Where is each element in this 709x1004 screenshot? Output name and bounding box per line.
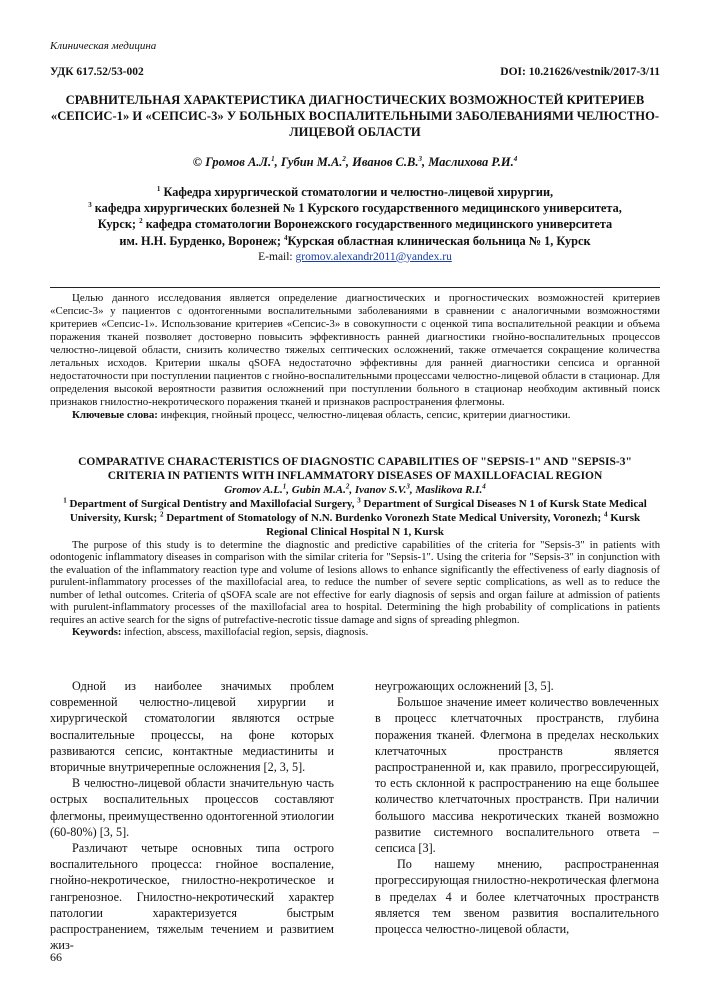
keywords-label: Keywords: [72,627,122,639]
author: Maslikova R.I. [415,484,483,496]
keywords-text: infection, abscess, maxillofacial region, sepsis, diagnosis. [124,627,369,639]
divider [50,287,660,288]
affiliation: Курск; [97,217,137,232]
affil-sup: 1 [156,184,161,193]
affil-sup: 1 [63,496,67,505]
page-number: 66 [50,950,62,964]
email-label: E-mail: [258,250,293,263]
title-en: COMPARATIVE CHARACTERISTICS OF DIAGNOSTIC CAPABILITIES OF "SEPSIS-1" AND "SEPSIS-3" CRITERIA IN PATIENTS WITH INFLAMMATORY DISEASES OF MAXILLOFACIAL REGION [78,456,632,482]
paragraph: неугрожающих осложнений [3, 5]. [375,679,554,693]
author-sup: 4 [482,482,486,491]
affiliation: Department of Surgical Diseases N 1 of Kursk State Medical University, Kursk; [69,498,647,524]
affiliation: Department of Stomatology of N.N. Burdenko Voronezh State Medical University, Voronezh; [166,512,602,524]
identifiers [50,66,660,78]
body-column-left [50,678,334,953]
affiliation: Kursk Regional Clinical Hospital N 1, Kursk [266,512,641,538]
author: Громов А.Л. [205,155,272,169]
affil-sup: 2 [159,510,164,519]
paragraph: Различают четыре основных типа острого воспалительного процесса: гнойное воспаление, гнойно-некротическое, гнилостно-некротическое и гангренозное. Гнилостно-некротический характер патологии характеризуется быстрым распространением, тяжелым течением и развитием жиз- [50,841,334,953]
author-sup: 2 [342,154,346,163]
affiliations-ru [50,184,660,265]
abstract-en [50,540,660,640]
affiliation: кафедра хирургических болезней № 1 Курского государственного медицинского университета, [94,201,622,216]
abstract-ru [50,292,660,422]
keywords-en [50,627,660,639]
abstract-ru-text: Целью данного исследования является определение диагностических и прогностических возможностей критериев «Сепсис-3» у пациентов с одонтогенными воспалительными заболеваниями в сравнении с аналогичными возможностями критериев «Сепсис-1». Использование критериев «Сепсис-3» в совокупности с оценкой типа воспалительной реакции и объема поражения тканей позволяет достоверно повысить эффективность ранней диагностики гнойно-воспалительных процессов челюстно-лицевой области, снизить количество тяжелых септических осложнений, также отмечается сокращение количества летальных исходов. Критерии шкалы qSOFA недостаточно эффективны для ранней диагностики сепсиса и органной недостаточности при поступлении пациентов с гнойно-воспалительными процессами челюстно-лицевой области в стационар. Для определения высокой вероятности развития осложнений при поступлении больного в стационар необходим активный поиск признаков гнилостно-некротического поражения тканей и признаков распространения флегмоны. [50,292,660,409]
author-sup: 1 [271,154,275,163]
author: Ivanov S.V. [354,484,407,496]
affil-sup: 2 [139,217,143,226]
paragraph: По нашему мнению, распространенная прогрессирующая гнилостно-некротическая флегмона в пределах 4 и более клетчаточных пространств является тем звеном развития воспалительного процесса челюстно-лицевой области, [375,857,659,937]
affiliation: Кафедра хирургической стоматологии и челюстно-лицевой хирургии, [163,185,554,199]
journal-name: Клиническая медицина [50,40,157,52]
authors-ru: © Громов А.Л.$^1$, Губин М.А.$^2$, Иванов С.В.$^3$, Маслихова Р.И.$^4$ [192,154,518,169]
author-sup: 3 [406,482,410,491]
paragraph: Одной из наиболее значимых проблем современной челюстно-лицевой хирургии и хирургической стоматологии являются острые воспалительные процессы, на фоне которых развиваются сепсис, контактные медиастиниты и вторичные внутричерепные осложнения [2, 3, 5]. [50,679,334,775]
affil-sup: 4 [603,510,608,519]
affiliations-en [50,497,660,539]
paragraph: В челюстно-лицевой области значительную часть острых воспалительных процессов составляют флегмоны, преимущественно одонтогенной этиологии (60-80%) [3, 5]. [50,776,335,839]
keywords-text: инфекция, гнойный процесс, челюстно-лицевая область, сепсис, критерии диагностики. [160,409,571,422]
doi: DOI: 10.21626/vestnik/2017-3/11 [500,66,660,78]
keywords-label: Ключевые слова: [72,409,158,422]
paragraph: Большое значение имеет количество вовлеченных в процесс клетчаточных пространств, глубина поражения тканей. Флегмона в пределах нескольких клетчаточных пространств является распространенной и, как правило, прогрессирующей, то есть склонной к распространению на еще большее количество клетчаточных пространств. При наличии большого массива некротических тканей возможно развитие системного воспалительного ответа – сепсиса [3]. [375,695,659,856]
affiliation: кафедра стоматологии Воронежского государственного медицинского университета [145,217,613,232]
title-ru: СРАВНИТЕЛЬНАЯ ХАРАКТЕРИСТИКА ДИАГНОСТИЧЕСКИХ ВОЗМОЖНОСТЕЙ КРИТЕРИЕВ «СЕПСИС-1» И «СЕПСИС-3» У БОЛЬНЫХ ВОСПАЛИТЕЛЬНЫМИ ЗАБОЛЕВАНИЯМИ ЧЕЛЮСТНО-ЛИЦЕВОЙ ОБЛАСТИ [50,93,660,139]
author-sup: 1 [282,482,287,491]
body-column-right [375,678,659,937]
author-sup: 2 [345,482,350,491]
affil-sup: 4 [284,233,288,242]
author: Губин М.А. [280,155,343,169]
affil-sup: 3 [88,201,92,210]
authors-en: Gromov A.L.$^1$, Gubin M.A.$^2$, Ivanov S.V.$^3$, Maslikova R.I.$^4$ [224,482,486,496]
affiliation: Курская областная клиническая больница № 1, Курск [287,233,591,248]
author: Gubin M.A. [291,484,346,496]
affiliation: им. Н.Н. Бурденко, Воронеж; [119,233,281,248]
copyright-mark: © [192,155,203,169]
keywords-ru [50,409,660,422]
author: Маслихова Р.И. [428,155,514,169]
udk: УДК 617.52/53-002 [50,66,144,78]
abstract-en-text: The purpose of this study is to determine the diagnostic and predictive capabilities of the criteria for "Sepsis-3" in patients with odontogenic inflammatory diseases in comparison with the similar criteria for "Sepsis-1". Using the criteria for "Sepsis-3" in conjunction with the evaluation of the inflammatory reaction type and volume of lesions allows to enhance significantly the effectiveness of early diagnosis of purulent-inflammatory processes of the maxillofacial area, to reduce the number of severe septic complications, as well as to reduce the number of lethal outcomes. Criteria of qSOFA scale are not effective for early diagnosis of sepsis and organ failure at admission of patients with purulent-inflammatory processes of the maxillofacial area to hospital. Determining the high probability of complications in patients requires an active search for the signs of putrefactive-necrotic tissue damage and signs of spreading phlegmon. [50,540,660,626]
author: Gromov A.L. [224,484,283,496]
email-link[interactable]: gromov.alexandr2011@yandex.ru [295,250,452,263]
affil-sup: 3 [357,496,361,505]
author-sup: 3 [418,154,422,163]
author-sup: 4 [513,154,518,163]
author: Иванов С.В. [352,155,419,169]
affiliation: Department of Surgical Dentistry and Maxillofacial Surgery, [69,498,355,510]
